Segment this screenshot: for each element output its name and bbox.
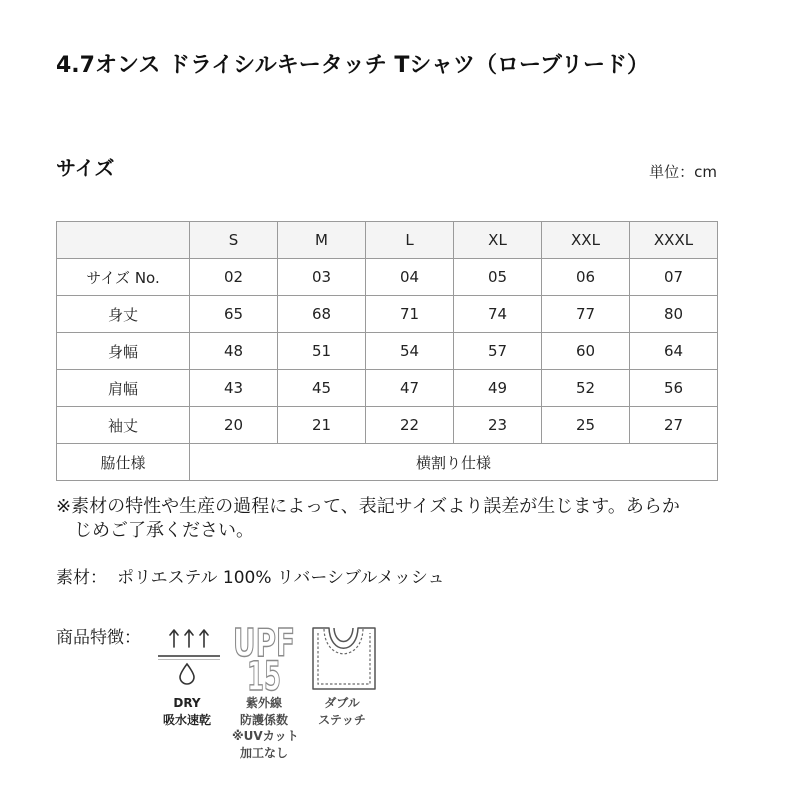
dry-caption-line: 吸水速乾: [162, 713, 211, 727]
table-cell: 74: [454, 296, 542, 333]
dry-caption-line: DRY: [173, 696, 201, 710]
size-header-cell: M: [278, 222, 366, 259]
row-label: 肩幅: [57, 370, 190, 407]
upf-graphic: [230, 621, 298, 700]
table-cell: 48: [190, 333, 278, 370]
table-cell: 54: [366, 333, 454, 370]
material-label: 素材：: [56, 568, 107, 588]
upf-badge-text: UPF: [233, 621, 295, 665]
size-header-cell: S: [190, 222, 278, 259]
table-cell: 49: [454, 370, 542, 407]
table-cell: 02: [190, 259, 278, 296]
product-title: 4.7オンス ドライシルキータッチ Tシャツ（ローブリード）: [56, 53, 650, 78]
table-cell: 06: [542, 259, 630, 296]
body-width-row: [57, 333, 718, 370]
side-seam-cell: 横割り仕様: [190, 444, 718, 481]
double-stitch-caption-line: ダブル: [324, 696, 360, 710]
double-stitch-caption-line: ステッチ: [318, 713, 366, 727]
size-header-cell: XL: [454, 222, 542, 259]
row-label: 身幅: [57, 333, 190, 370]
upf-value-text: 15: [247, 654, 281, 700]
features-label: 商品特徴：: [56, 628, 141, 648]
table-cell: 64: [630, 333, 718, 370]
stitch-lines: [318, 629, 370, 684]
table-cell: 80: [630, 296, 718, 333]
table-cell: 04: [366, 259, 454, 296]
table-cell: 07: [630, 259, 718, 296]
upf-caption: [232, 695, 299, 761]
side-seam-row: [57, 444, 718, 481]
shirt-outline: [313, 628, 375, 689]
upf-caption-line: ※UVカット: [232, 729, 299, 743]
size-table: [56, 221, 718, 481]
size-section-heading: サイズ: [56, 156, 115, 180]
table-cell: 20: [190, 407, 278, 444]
material-value: ポリエステル 100% リバーシブルメッシュ: [117, 568, 445, 588]
table-cell: 27: [630, 407, 718, 444]
row-label: 身丈: [57, 296, 190, 333]
table-cell: 45: [278, 370, 366, 407]
table-corner-cell: [57, 222, 190, 259]
table-cell: 57: [454, 333, 542, 370]
sleeve-length-row: [57, 407, 718, 444]
table-cell: 47: [366, 370, 454, 407]
table-cell: 60: [542, 333, 630, 370]
table-cell: 05: [454, 259, 542, 296]
size-note: ※素材の特性や生産の過程によって、表記サイズより誤差が生じます。あらかじめご了承ください。: [56, 496, 680, 541]
table-cell: 68: [278, 296, 366, 333]
unit-label: 単位：cm: [649, 163, 717, 181]
material-line: [56, 566, 445, 590]
dry-caption: [156, 695, 218, 729]
table-cell: 21: [278, 407, 366, 444]
upf-caption-line: 加工なし: [239, 745, 288, 760]
size-number-row: [57, 259, 718, 296]
up-arrows-icon: [170, 630, 208, 647]
upf-icon: [230, 621, 298, 700]
upf-caption-line: 紫外線: [245, 696, 282, 710]
table-cell: 25: [542, 407, 630, 444]
table-cell: 52: [542, 370, 630, 407]
size-header-cell: XXXL: [630, 222, 718, 259]
table-cell: 77: [542, 296, 630, 333]
shoulder-width-row: [57, 370, 718, 407]
double-stitch-caption: [310, 695, 374, 729]
double-stitch-graphic: [310, 624, 378, 692]
table-cell: 51: [278, 333, 366, 370]
row-label: 脇仕様: [57, 444, 190, 481]
body-length-row: [57, 296, 718, 333]
upf-caption-line: 防護係数: [239, 712, 288, 727]
dry-wicking-graphic: [156, 624, 222, 686]
table-cell: 03: [278, 259, 366, 296]
size-header-cell: L: [366, 222, 454, 259]
double-stitch-icon: [310, 624, 378, 692]
table-cell: 22: [366, 407, 454, 444]
row-label: サイズ No.: [57, 259, 190, 296]
table-cell: 23: [454, 407, 542, 444]
table-cell: 65: [190, 296, 278, 333]
row-label: 袖丈: [57, 407, 190, 444]
table-header-row: [57, 222, 718, 259]
dry-wicking-icon: [156, 624, 222, 686]
size-header-cell: XXL: [542, 222, 630, 259]
table-cell: 43: [190, 370, 278, 407]
table-cell: 71: [366, 296, 454, 333]
table-cell: 56: [630, 370, 718, 407]
water-drop-icon: [180, 664, 194, 684]
